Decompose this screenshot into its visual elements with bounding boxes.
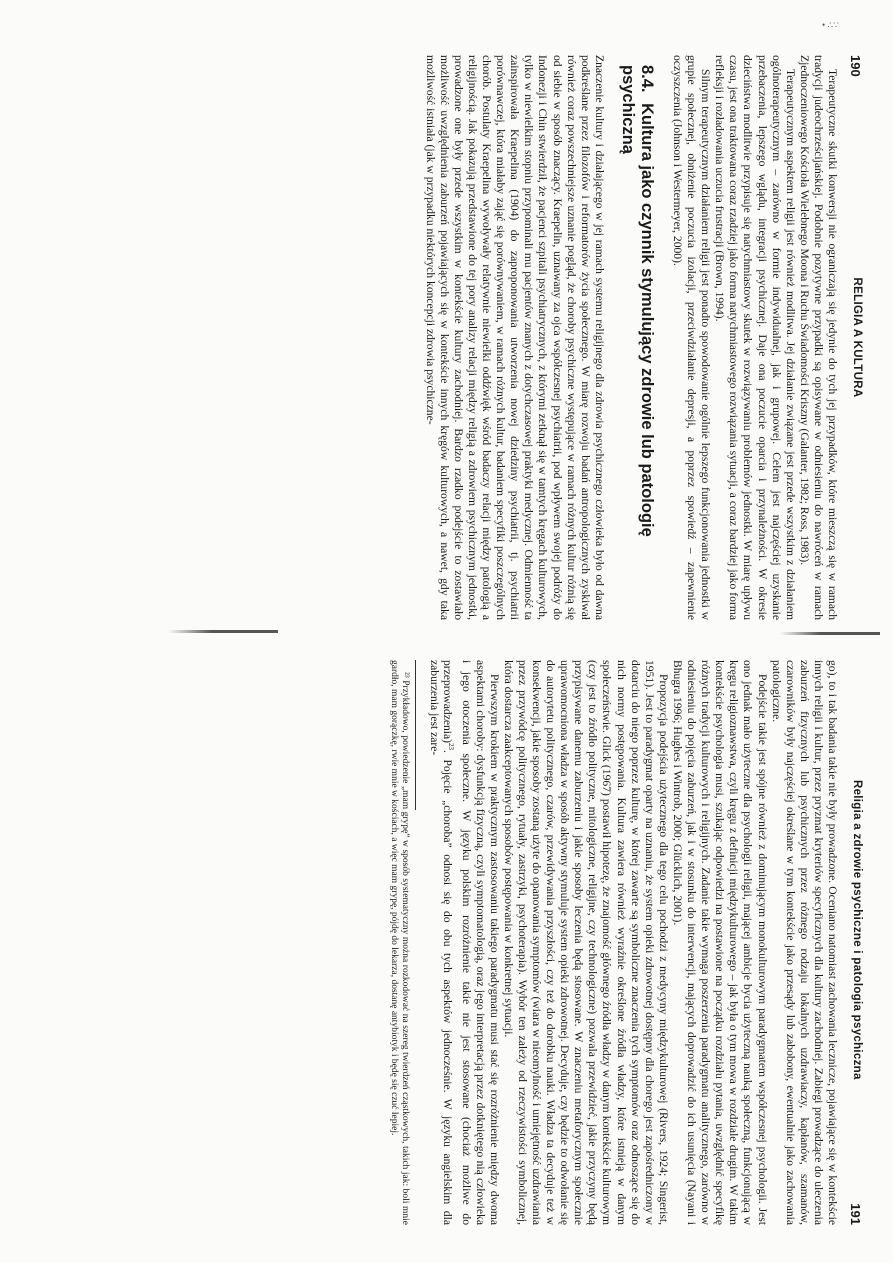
section-heading [618, 65, 656, 600]
page-number: 191 [848, 1203, 863, 1225]
running-head-title: RELIGIA A KULTURA [851, 277, 863, 398]
left-running-head [845, 55, 863, 620]
paragraph: Propozycja podejścia użytecznego dla tego celu pochodzi z medycyny międzykulturowej (Rivers, 1924; Singerist, 1951). Jest to paradygmat oparty na uznaniu, że system opieki zdrowotnej dostępny dla chorego jest zapośredniczony w dotarciu do niego poprzez kulturę, w której zawarte są symboliczne znaczenia tych symptomów oraz odnoszące się do nich normy postępowania. Kultura zawiera również wyraźnie określone źródła władzy, które istnieją w danym społeczeństwie. Glick (1967) postawił hipotezę, że znajomość głównego źródła władzy w danym kontekście kulturowym (czy jest to źródło polityczne, mitologiczne, religijne, czy technologiczne) pozwala przewidzieć, jakie przyczyny będą przypisywane danemu zaburzeniu i jakie sposoby leczenia będą stosowane. W znaczeniu metaforycznym społecznie uprawomocniona władza w sposób aktywny stymuluje system opieki zdrowotnej. Decyduje, czy będzie to odwołanie się do autorytetu politycznego, czarów, przewidywania przyszłości, czy też do dorobku nauki. Władza ta decyduje też w konsekwencji, jakie sposoby zostaną użyte do opanowania symptomów (wiara w nieomylność i umiejętność uzdrawiania przez przywódcę politycznego, rytuały, zastrzyki, psychoterapia). Wybór ten zależy od rzeczywistości symbolicznej, która dostarcza zaakceptowanych sposobów postępowania w konkretnej sytuacji. [501, 660, 670, 1225]
paragraph-text: . Pojęcie „choroba” odnosi się do obu tych aspektów jednocześnie. W języku angielskim dla zaburzenia jest zare- [427, 660, 455, 1225]
paragraph: Terapeutycznym aspektem religii jest również modlitwa. Jej działanie związane jest przede wszystkim z działaniem ogólnoterapeutycznym – zarówno w formie indywidualnej, jak i grupowej. Celem jest najczęściej uzyskanie przebaczenia, lepszego wglądu, integracji psychicznej. Daje ona poczucie oparcia i przynależności. W okresie dzieciństwa modlitwie przypisuje się natychmiastowy skutek w rozwiązywaniu problemów jednostki. W miarę upływu czasu, jest ona traktowana coraz rzadziej jako forma natychmiastowego rozwiązania sytuacji, a coraz bardziej jako forma refleksji i rozładowania uczucia frustracji (Brown, 1994). [713, 55, 797, 620]
page-number: 190 [848, 55, 863, 77]
paragraph [426, 660, 500, 1225]
footnote: ²³ Przykładowo, powiedzenie „mam grypę” w sposób systematyczny można rozkodować na szereg twierdzeń cząstkowych, takich jak: boli mnie gardło, mam gorączkę, rwie mnie w kościach, a więc mam grypę, pójdę do lekarza, dostanę antybiotyk i będę się czuć lepiej. [388, 660, 411, 1225]
paragraph-text: Pierwszym krokiem w praktycznym zastosowaniu takiego paradygmatu musi stać się rozróżnienie między dwoma aspektami choroby: dysfunkcją fizyczną, czyli symptomatologią, oraz jego interpretacją przez dotkniętego nią człowieka i jego otoczenia społeczne. W języku polskim rozróżnienie takie nie jest stosowane (chociaż możliwe do przeprowadzenia) [441, 660, 501, 1225]
running-head-title: Religia a zdrowie psychiczne i patologia psychiczna [851, 780, 863, 1080]
right-running-head [845, 660, 863, 1225]
footnote-reference: 23 [447, 743, 456, 751]
paragraph: Podejście takie jest spójne również z dominującym monokulturowym paradygmatem współczesnej psychologii. Jest ono jednak mało użyteczne dla psychologii religii, mającej ambicje bycia użyteczną nauką społeczną, funkcjonującą w kręgu religioznawstwa, czyli kręgu z definicji międzykulturowego – jak była o tym mowa w rozdziale drugim. W takim kontekście psychologia musi, szukając odpowiedzi na postawione na początku rozdziału pytania, uwzględnić specyfikę różnych tradycji kulturowych i religijnych. Zadanie takie wymaga poszerzenia paradygmatu analitycznego, zarówno w odniesieniu do pojęcia zaburzeń, jak i w stosunku do interwencji, mających doprowadzić do ich usunięcia (Nayani i Bhugra 1996; Hughes i Wintrob, 2000; Glücklich, 2001). [670, 660, 769, 1225]
section-title: Kultura jako czynnik stymulujący zdrowie lub patologię psychiczną [618, 65, 656, 537]
paragraph: Znaczenie kultury i działającego w jej ramach systemu religijnego dla zdrowia psychicznego człowieka było od dawna podkreślane przez filozofów i reformatorów życia społecznego. W miarę rozwoju badań antropologicznych zyskiwał również coraz powszechniejsze uznanie pogląd, że choroby psychiczne występujące w ramach różnych kultur różnią się od siebie w sposób znaczący. Kraepelin, uznawany za ojca współczesnej psychiatrii, pod wpływem swojej podróży do Indonezji i Chin stwierdził, że pacjenci szpitali psychiatrycznych, z którymi zetknął się w tamtych kręgach kulturowych, tylko w niewielkim stopniu przypominali mu pacjentów znanych z dotychczasowej praktyki medycznej. Odmienność ta zainspirowała Kraepelina (1904) do zaproponowania utworzenia nowej dziedziny psychiatrii, tj. psychiatrii porównawczej, która miałaby zająć się porównywaniem, w ramach różnych kultur, badaniem specyfiki poszczególnych chorób. Postulaty Kraepelina wywoływały relatywnie niewielki oddźwięk wśród badaczy relacji między patologią a religijnością. Jak pokazują przedstawione do tej pory analizy relacji między religią a zdrowiem psychicznym jednostki, prowadzone one były przede wszystkim w kontekście kultury zachodniej. Bardzo rzadko podejście to zostawiało możliwość uwzględnienia zaburzeń pojawiających się w kontekście innych kręgów kulturowych, a nawet, gdy taka możliwość istniała (jak w przypadku niektórych koncepcji zdrowia psychiczne- [423, 55, 606, 620]
paragraph: go), to i tak badania takie nie były prowadzone. Oceniano natomiast zachowania lecznicze, pojawiające się w kontekście innych religii i kultur, przez pryzmat kryteriów specyficznych dla kultury zachodniej. Zabiegi prowadzące do uleczenia zaburzeń fizycznych lub psychicznych przez różnego rodzaju lokalnych uzdrawiaczy, kapłanów, szamanów, czarowników były najczęściej określane w tym kontekście jako przesądy lub zabobony, ewentualnie jako zachowania patologiczne. [769, 660, 839, 1225]
section-number: 8.4. [637, 65, 656, 93]
paragraph: Terapeutyczne skutki konwersji nie ograniczają się jedynie do tych jej przypadków, które mieszczą się w ramach tradycji judeochrześcijańskiej. Podobnie pozytywne przypadki są opisywane w odniesieniu do nawróceń w ramach Zjednoczeniowego Kościoła Wielebnego Moona i Ruchu Świadomości Kriszny (Galanter, 1982; Ross, 1983). [797, 55, 839, 620]
left-page [423, 55, 863, 620]
scan-corner-mark: • ∴∵ [822, 20, 839, 30]
paragraph: Silnym terapeutycznym działaniem religii jest ponadto spowodowanie ogólnie lepszego funkcjonowania jednostki w grupie społecznej, obniżenie poczucia izolacji, przeciwdziałanie depresji, a poprzez spowiedź – zapewnienie oczyszczenia (Johnson i Westermeyer, 2000). [670, 55, 713, 620]
right-page [387, 660, 863, 1225]
footnote-rule [415, 660, 416, 810]
